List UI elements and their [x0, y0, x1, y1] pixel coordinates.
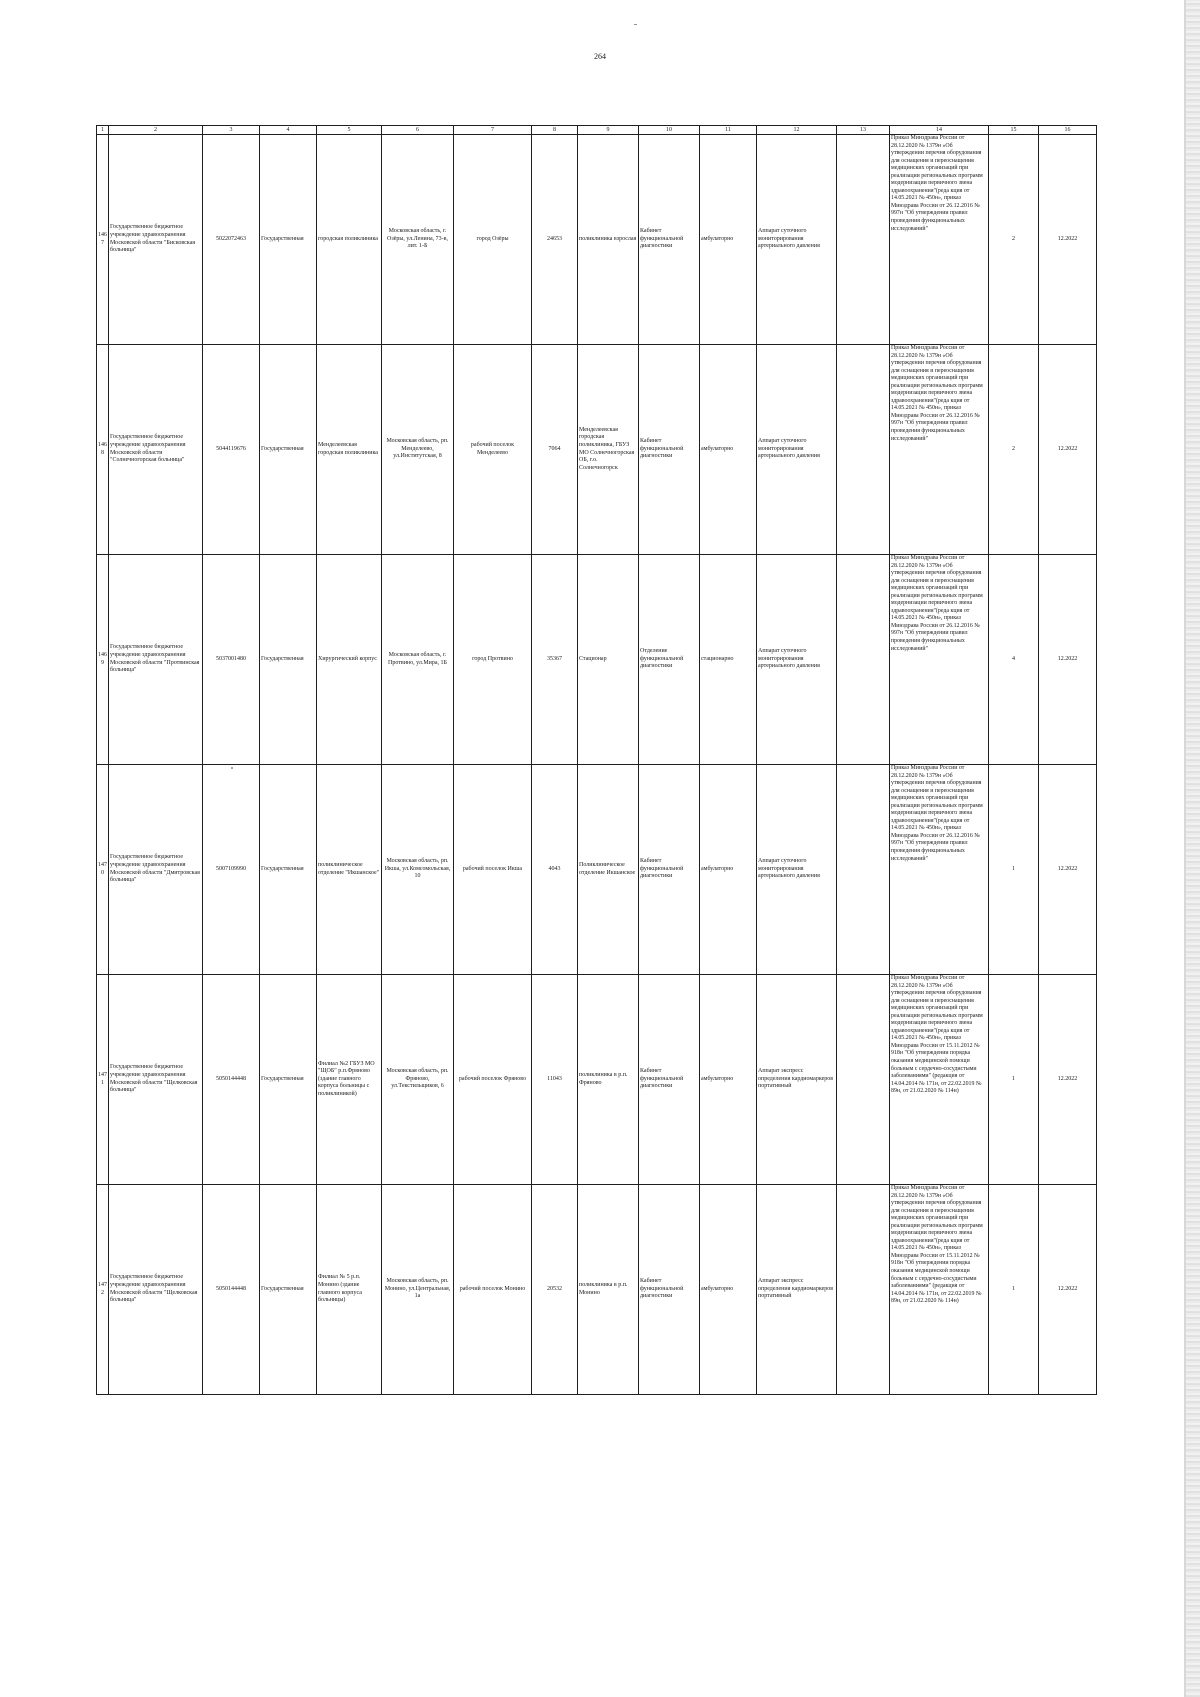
- organization-name-cell: Государственное бюджетное учреждение здравоохранения Московской области "Солнечногорская больница": [109, 345, 203, 555]
- equipment-name-cell: Аппарат суточного мониторирования артериального давления: [757, 765, 837, 975]
- cabinet-cell: Кабинет функциональной диагностики: [639, 765, 700, 975]
- table-row: [97, 345, 1097, 555]
- scan-speck: [634, 24, 637, 25]
- column-13-cell: [837, 555, 890, 765]
- equipment-name-cell: Аппарат суточного мониторирования артериального давления: [757, 555, 837, 765]
- quantity-cell: 4: [989, 555, 1039, 765]
- legal-basis-cell: Приказ Минздрава России от 28.12.2020 № 1379н «Об утверждении перечня оборудования для оснащения и переоснащения медицинских организаций при реализации региональных программ модернизации первичного звена здравоохранения"(реда кция от 14.05.2021 № 450н», приказ Минздрава России от 15.11.2012 № 918н "Об утверждении порядка оказания медицинской помощи больным с сердечно-сосудистыми заболеваниями" (редакция от 14.04.2014 № 171н, от 22.02.2019 № 89н, от 21.02.2020 № 114н): [890, 1185, 989, 1395]
- care-condition-cell: стационарно: [700, 555, 757, 765]
- subdivision-cell: городская поликлиника: [317, 135, 382, 345]
- delivery-date-cell: 12.2022: [1039, 765, 1097, 975]
- column-number-row: [97, 126, 1097, 135]
- structural-unit-cell: Менделеевская городская поликлиника, ГБУЗ МО Солнечногорская ОБ, г.о. Солнечногорск: [578, 345, 639, 555]
- legal-basis-cell: Приказ Минздрава России от 28.12.2020 № 1379н «Об утверждении перечня оборудования для оснащения и переоснащения медицинских организаций при реализации региональных программ модернизации первичного звена здравоохранения"(реда кция от 14.05.2021 № 450н», приказ Минздрава России от 15.11.2012 № 918н "Об утверждении порядка оказания медицинской помощи больным с сердечно-сосудистыми заболеваниями" (редакция от 14.04.2014 № 171н, от 22.02.2019 № 89н, от 21.02.2020 № 114н): [890, 975, 989, 1185]
- table-row: [97, 555, 1097, 765]
- care-condition-cell: амбулаторно: [700, 345, 757, 555]
- column-number-cell: 7: [454, 126, 532, 135]
- column-13-cell: [837, 765, 890, 975]
- ownership-form-cell: Государственная: [260, 1185, 317, 1395]
- address-cell: Московская область, рп. Монино, ул.Центральная, 1а: [382, 1185, 454, 1395]
- column-13-cell: [837, 975, 890, 1185]
- quantity-cell: 2: [989, 345, 1039, 555]
- subdivision-cell: Менделеевская городская поликлиника: [317, 345, 382, 555]
- column-13-cell: [837, 345, 890, 555]
- column-number-cell: 15: [989, 126, 1039, 135]
- care-condition-cell: амбулаторно: [700, 765, 757, 975]
- ownership-form-cell: Государственная: [260, 135, 317, 345]
- row-number-cell: 1468: [97, 345, 109, 555]
- settlement-cell: город Озёры: [454, 135, 532, 345]
- population-cell: 20532: [532, 1185, 578, 1395]
- delivery-date-cell: 12.2022: [1039, 1185, 1097, 1395]
- address-cell: Московская область, г. Озёры, ул.Ленина, 73-в, лит. 1-Б: [382, 135, 454, 345]
- column-number-cell: 9: [578, 126, 639, 135]
- cabinet-cell: Отделение функциональной диагностики: [639, 555, 700, 765]
- column-number-cell: 8: [532, 126, 578, 135]
- inn-cell: 5007109990: [203, 765, 260, 975]
- legal-basis-cell: Приказ Минздрава России от 28.12.2020 № 1379н «Об утверждении перечня оборудования для оснащения и переоснащения медицинских организаций при реализации региональных программ модернизации первичного звена здравоохранения"(реда кция от 14.05.2021 № 450н», приказ Минздрава России от 26.12.2016 № 997н "Об утверждении правил проведения функциональных исследований": [890, 555, 989, 765]
- row-number-cell: 1470: [97, 765, 109, 975]
- organization-name-cell: Государственное бюджетное учреждение здравоохранения Московской области "Щелковская больница": [109, 975, 203, 1185]
- cabinet-cell: Кабинет функциональной диагностики: [639, 1185, 700, 1395]
- subdivision-cell: Филиал №2 ГБУЗ МО "ЩОБ" р.п.Фряново (здание главного корпуса больницы с поликлиникой): [317, 975, 382, 1185]
- table-row: [97, 135, 1097, 345]
- equipment-register-table: [96, 125, 1097, 1395]
- quantity-cell: 1: [989, 765, 1039, 975]
- column-number-cell: 14: [890, 126, 989, 135]
- inn-cell: 5037001480: [203, 555, 260, 765]
- column-number-cell: 1: [97, 126, 109, 135]
- address-cell: Московская область, рп. Фряново, ул.Текстильщиков, 6: [382, 975, 454, 1185]
- row-number-cell: 1471: [97, 975, 109, 1185]
- delivery-date-cell: 12.2022: [1039, 975, 1097, 1185]
- population-cell: 11043: [532, 975, 578, 1185]
- table-body: [97, 135, 1097, 1395]
- column-number-cell: 16: [1039, 126, 1097, 135]
- column-number-cell: 2: [109, 126, 203, 135]
- quantity-cell: 2: [989, 135, 1039, 345]
- cabinet-cell: Кабинет функциональной диагностики: [639, 135, 700, 345]
- legal-basis-cell: Приказ Минздрава России от 28.12.2020 № 1379н «Об утверждении перечня оборудования для оснащения и переоснащения медицинских организаций при реализации региональных программ модернизации первичного звена здравоохранения"(реда кция от 14.05.2021 № 450н», приказ Минздрава России от 26.12.2016 № 997н "Об утверждении правил проведения функциональных исследований": [890, 135, 989, 345]
- column-number-cell: 13: [837, 126, 890, 135]
- delivery-date-cell: 12.2022: [1039, 555, 1097, 765]
- row-number-cell: 1469: [97, 555, 109, 765]
- organization-name-cell: Государственное бюджетное учреждение здравоохранения Московской области "Дмитровская больница": [109, 765, 203, 975]
- equipment-name-cell: Аппарат экспресс определения кардиомаркеров портативный: [757, 975, 837, 1185]
- legal-basis-cell: Приказ Минздрава России от 28.12.2020 № 1379н «Об утверждении перечня оборудования для оснащения и переоснащения медицинских организаций при реализации региональных программ модернизации первичного звена здравоохранения"(реда кция от 14.05.2021 № 450н», приказ Минздрава России от 26.12.2016 № 997н "Об утверждении правил проведения функциональных исследований": [890, 765, 989, 975]
- column-number-cell: 4: [260, 126, 317, 135]
- address-cell: Московская область, рп. Менделеево, ул.Институтская, 8: [382, 345, 454, 555]
- population-cell: 35367: [532, 555, 578, 765]
- settlement-cell: рабочий поселок Менделеево: [454, 345, 532, 555]
- delivery-date-cell: 12.2022: [1039, 135, 1097, 345]
- population-cell: 7064: [532, 345, 578, 555]
- equipment-name-cell: Аппарат экспресс определения кардиомаркеров портативный: [757, 1185, 837, 1395]
- structural-unit-cell: поликлиника взрослая: [578, 135, 639, 345]
- organization-name-cell: Государственное бюджетное учреждение здравоохранения Московской области "Бисковская больница": [109, 135, 203, 345]
- row-number-cell: 1467: [97, 135, 109, 345]
- ownership-form-cell: Государственная: [260, 555, 317, 765]
- page-number: 264: [594, 52, 606, 61]
- equipment-name-cell: Аппарат суточного мониторирования артериального давления: [757, 135, 837, 345]
- inn-cell: 5050144448: [203, 1185, 260, 1395]
- column-number-header: [97, 126, 1097, 135]
- structural-unit-cell: поликлиника в р.п. Фряново: [578, 975, 639, 1185]
- population-cell: 24653: [532, 135, 578, 345]
- column-13-cell: [837, 135, 890, 345]
- column-number-cell: 10: [639, 126, 700, 135]
- scan-edge-line: [1184, 0, 1186, 1697]
- inn-cell: 5044119676: [203, 345, 260, 555]
- row-number-cell: 1472: [97, 1185, 109, 1395]
- subdivision-cell: поликлиническое отделение "Икшанское": [317, 765, 382, 975]
- structural-unit-cell: поликлиника в р.п. Монино: [578, 1185, 639, 1395]
- column-number-cell: 6: [382, 126, 454, 135]
- cabinet-cell: Кабинет функциональной диагностики: [639, 975, 700, 1185]
- delivery-date-cell: 12.2022: [1039, 345, 1097, 555]
- column-number-cell: 11: [700, 126, 757, 135]
- ownership-form-cell: Государственная: [260, 765, 317, 975]
- inn-cell: 5022072463: [203, 135, 260, 345]
- address-cell: Московская область, рп. Икша, ул.Комсомольская, 10: [382, 765, 454, 975]
- quantity-cell: 1: [989, 975, 1039, 1185]
- organization-name-cell: Государственное бюджетное учреждение здравоохранения Московской области "Протвинская больница": [109, 555, 203, 765]
- structural-unit-cell: Поликлиническое отделение Икшанское: [578, 765, 639, 975]
- population-cell: 4043: [532, 765, 578, 975]
- table-row: [97, 765, 1097, 975]
- column-number-cell: 3: [203, 126, 260, 135]
- ownership-form-cell: Государственная: [260, 345, 317, 555]
- column-13-cell: [837, 1185, 890, 1395]
- care-condition-cell: амбулаторно: [700, 135, 757, 345]
- address-cell: Московская область, г. Протвино, ул.Мира, 1Б: [382, 555, 454, 765]
- subdivision-cell: Хирургический корпус: [317, 555, 382, 765]
- care-condition-cell: амбулаторно: [700, 1185, 757, 1395]
- table-row: [97, 1185, 1097, 1395]
- quantity-cell: 1: [989, 1185, 1039, 1395]
- settlement-cell: рабочий поселок Монино: [454, 1185, 532, 1395]
- organization-name-cell: Государственное бюджетное учреждение здравоохранения Московской области "Щелковская больница": [109, 1185, 203, 1395]
- column-number-cell: 5: [317, 126, 382, 135]
- subdivision-cell: Филиал № 5 р.п. Монино (здание главного корпуса больницы): [317, 1185, 382, 1395]
- inn-cell: 5050144448: [203, 975, 260, 1185]
- settlement-cell: рабочий поселок Фряново: [454, 975, 532, 1185]
- care-condition-cell: амбулаторно: [700, 975, 757, 1185]
- equipment-name-cell: Аппарат суточного мониторирования артериального давления: [757, 345, 837, 555]
- legal-basis-cell: Приказ Минздрава России от 28.12.2020 № 1379н «Об утверждении перечня оборудования для оснащения и переоснащения медицинских организаций при реализации региональных программ модернизации первичного звена здравоохранения"(реда кция от 14.05.2021 № 450н», приказ Минздрава России от 26.12.2016 № 997н "Об утверждении правил проведения функциональных исследований": [890, 345, 989, 555]
- column-number-cell: 12: [757, 126, 837, 135]
- settlement-cell: рабочий поселок Икша: [454, 765, 532, 975]
- settlement-cell: город Протвино: [454, 555, 532, 765]
- table-row: [97, 975, 1097, 1185]
- scan-edge-artifact: [1186, 0, 1200, 1697]
- structural-unit-cell: Стационар: [578, 555, 639, 765]
- cabinet-cell: Кабинет функциональной диагностики: [639, 345, 700, 555]
- ownership-form-cell: Государственная: [260, 975, 317, 1185]
